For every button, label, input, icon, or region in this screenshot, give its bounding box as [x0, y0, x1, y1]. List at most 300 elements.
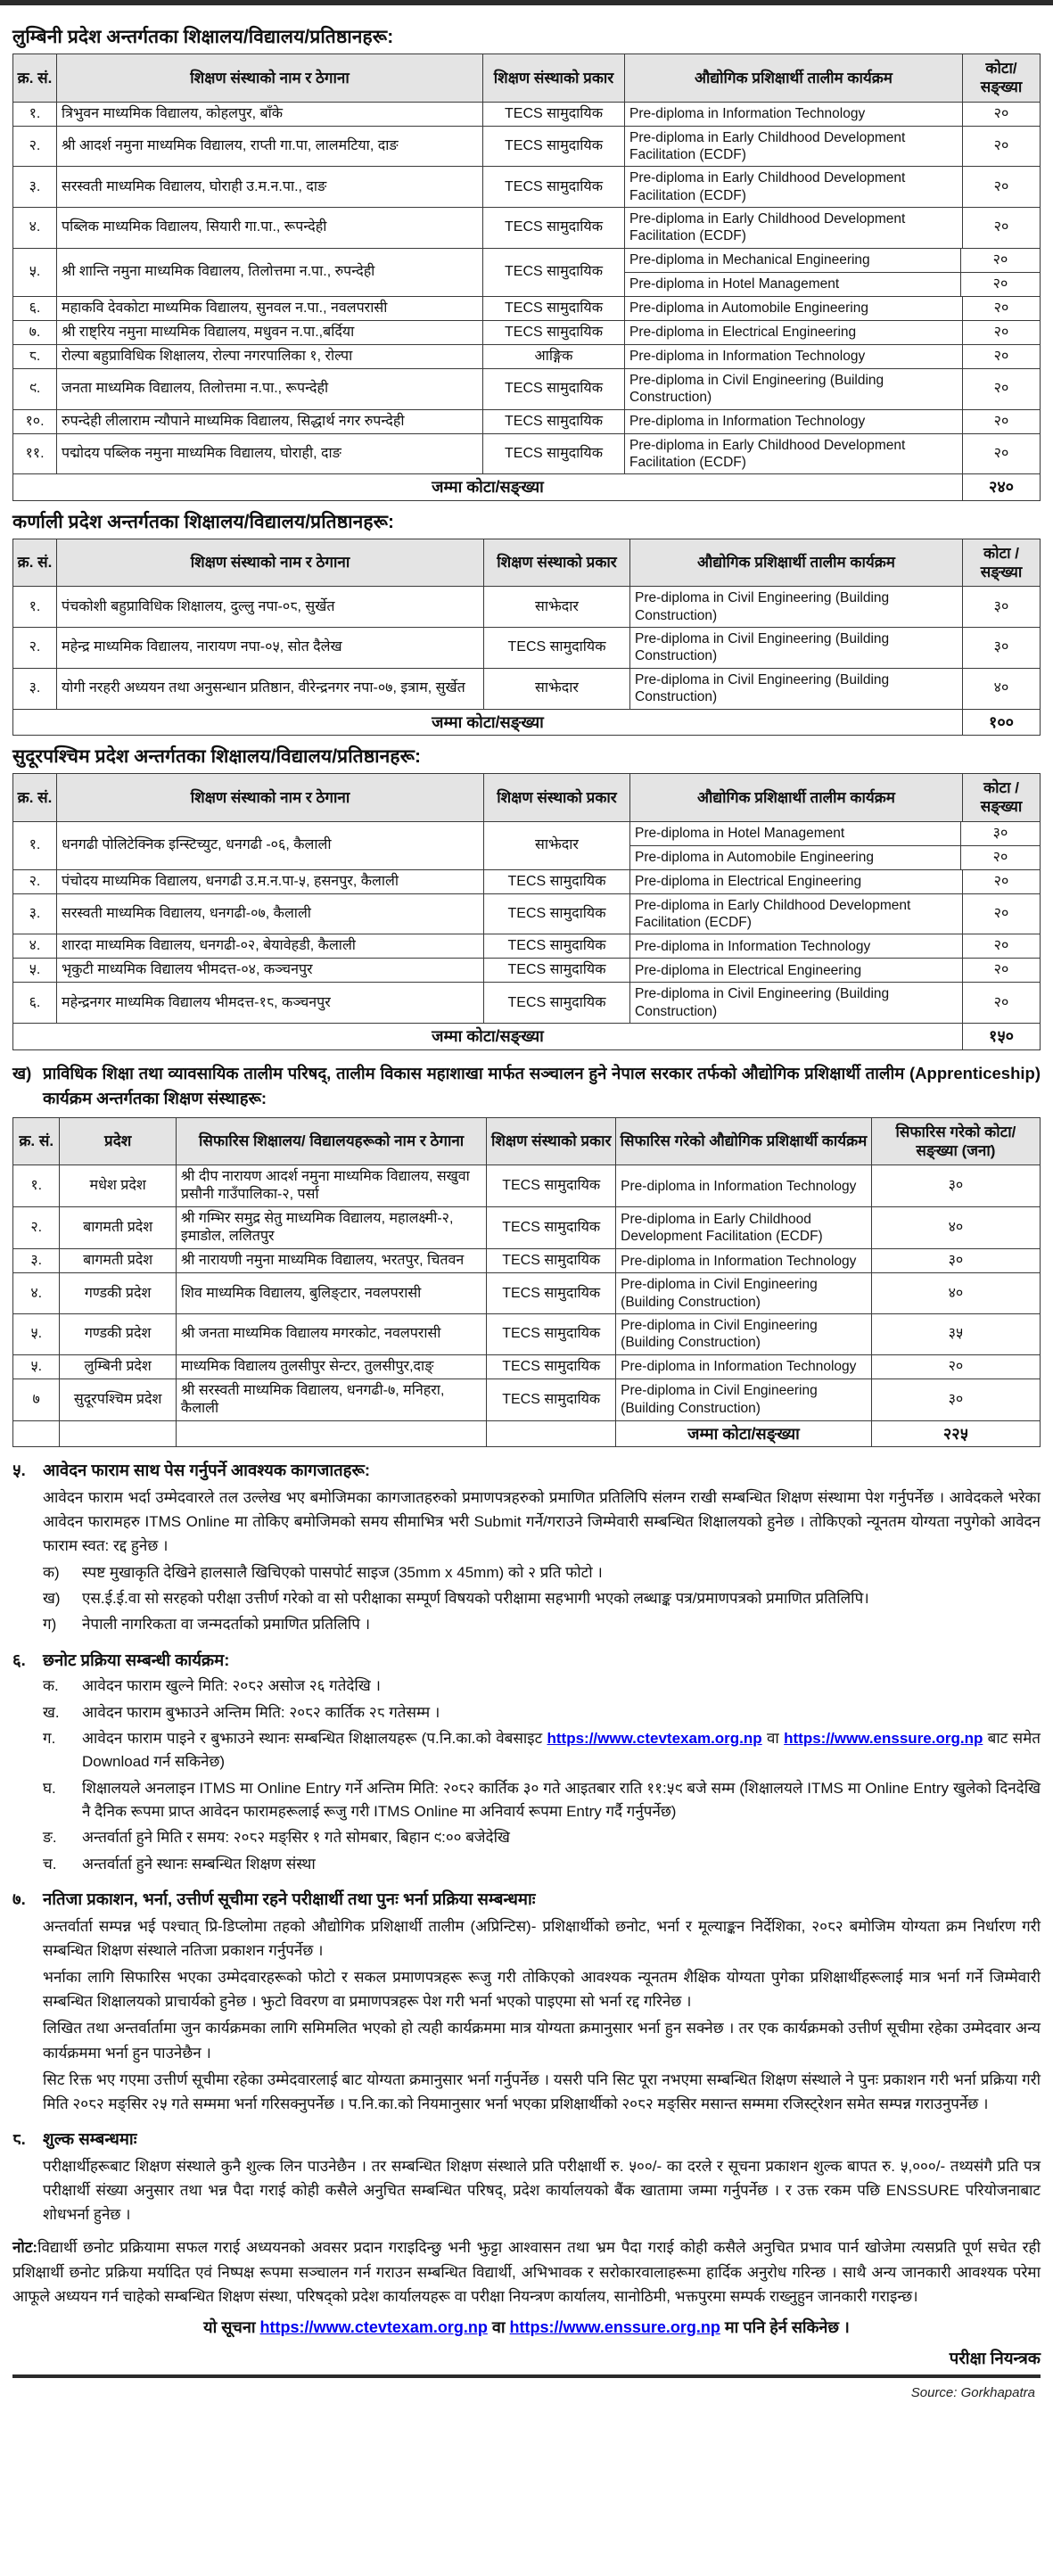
karnali-table — [12, 539, 1041, 736]
top-rule — [0, 0, 1053, 5]
section-6 — [12, 1648, 1041, 1876]
cell-program: Pre-diploma in Civil Engineering (Building Construction) — [630, 587, 963, 628]
cell-institution-type: TECS सामुदायिक — [483, 433, 625, 474]
cell-quota: २० — [963, 344, 1041, 368]
section-5-index: ५. — [12, 1461, 26, 1480]
th-name: शिक्षण संस्थाको नाम र ठेगाना — [57, 774, 484, 822]
cell-program: Pre-diploma in Civil Engineering (Building Construction) — [616, 1314, 872, 1355]
program-subrow — [630, 845, 1040, 869]
cell-quota: २० — [963, 167, 1041, 208]
list-item-label: ङ. — [43, 1829, 57, 1847]
program-subrow — [625, 249, 1040, 273]
section-5-heading — [12, 1458, 1041, 1484]
cell-institution-type: TECS सामुदायिक — [484, 934, 630, 959]
cell-province: गण्डकी प्रदेश — [60, 1314, 177, 1355]
cell-sn: ३. — [13, 1249, 60, 1273]
cell-quota: २० — [963, 893, 1041, 934]
table-row — [13, 296, 1041, 320]
table-header-row — [13, 54, 1041, 103]
cell-institution-type: TECS सामुदायिक — [484, 628, 630, 669]
section-7 — [12, 1887, 1041, 2116]
total-row — [13, 1024, 1041, 1050]
cell-institution-type — [487, 1420, 616, 1447]
cell-sn: १. — [13, 1165, 60, 1207]
th-sn: क्र. सं. — [13, 54, 57, 103]
cell-quota: २० — [963, 934, 1041, 959]
list-item-label: ग) — [43, 1616, 57, 1634]
table-row — [13, 1379, 1041, 1420]
table-row — [13, 821, 1041, 869]
lumbini-table-body — [13, 102, 1041, 500]
cell-sn: २. — [13, 628, 57, 669]
cell-quota: ४० — [871, 1207, 1040, 1249]
list-item-label: ख. — [43, 1703, 60, 1721]
apprenticeship-intro-text: प्राविधिक शिक्षा तथा व्यावसायिक तालीम परिषद्, तालीम विकास महाशाखा मार्फत सञ्चालन हुने नेपाल सरकार तर्फको औद्योगिक प्रशिक्षार्थी तालीम (Apprenticeship) कार्यक्रम अन्तर्गतका शिक्षण संस्थाहरू: — [43, 1063, 1041, 1108]
cell-sn: २. — [13, 1207, 60, 1249]
list-item-label: च. — [43, 1855, 57, 1872]
cell-program: Pre-diploma in Electrical Engineering — [630, 959, 963, 983]
table-row — [13, 1273, 1041, 1314]
section-8-paragraphs — [12, 2154, 1041, 2227]
cell-institution-name: भृकुटी माध्यमिक विद्यालय भीमदत्त-०४, कञ्चनपुर — [57, 959, 484, 983]
cell-sn: ७ — [13, 1379, 60, 1420]
th-program: औद्योगिक प्रशिक्षार्थी तालीम कार्यक्रम — [630, 774, 963, 822]
total-value: १०० — [963, 709, 1041, 736]
cell-sn: ५. — [13, 959, 57, 983]
cell-program: Pre-diploma in Civil Engineering (Building Construction) — [630, 983, 963, 1024]
cell-program: Pre-diploma in Information Technology — [625, 344, 963, 368]
cell-institution-type: TECS सामुदायिक — [483, 368, 625, 409]
cell-institution-name: रुपन्देही लीलाराम न्यौपाने माध्यमिक विद्यालय, सिद्धार्थ नगर रुपन्देही — [57, 409, 483, 433]
ctevtexam-link[interactable]: https://www.ctevtexam.org.np — [547, 1729, 762, 1747]
cell-sn: २. — [13, 126, 57, 167]
section-5 — [12, 1458, 1041, 1636]
cell-institution-type: TECS सामुदायिक — [487, 1314, 616, 1355]
section-7-heading — [12, 1887, 1041, 1913]
table-row — [13, 1249, 1041, 1273]
footer-notice-suffix: मा पनि हेर्न सकिनेछ । — [720, 2318, 850, 2336]
table-row — [13, 893, 1041, 934]
sudurpaschim-section-title: सुदूरपश्चिम प्रदेश अन्तर्गतका शिक्षालय/विद्यालय/प्रतिष्ठानहरू: — [12, 746, 422, 767]
table-row — [13, 368, 1041, 409]
list-item-text: अन्तर्वार्ता हुने स्थानः सम्बन्धित शिक्षण संस्था — [82, 1855, 316, 1872]
cell-program: Pre-diploma in Early Childhood Development Facilitation (ECDF) — [625, 167, 963, 208]
cell-institution-name: श्री राष्ट्रिय नमुना माध्यमिक विद्यालय, मधुवन न.पा.,बर्दिया — [57, 320, 483, 344]
cell-sn: ९. — [13, 368, 57, 409]
th-quota: कोटा / सङ्ख्या — [963, 774, 1041, 822]
cell-program: Pre-diploma in Information Technology — [616, 1165, 872, 1207]
table-row — [13, 1354, 1041, 1379]
th-type: शिक्षण संस्थाको प्रकार — [484, 774, 630, 822]
cell-institution-name: योगी नरहरी अध्ययन तथा अनुसन्धान प्रतिष्ठान, वीरेन्द्रनगर नपा-०७, इत्राम, सुर्खेत — [57, 668, 484, 709]
cell-sn: १. — [13, 821, 57, 869]
cell-sn: १०. — [13, 409, 57, 433]
section-6-heading-text: छनोट प्रक्रिया सम्बन्धी कार्यक्रम: — [43, 1650, 230, 1669]
cell-institution-name: महेन्द्रनगर माध्यमिक विद्यालय भीमदत्त-१८, कञ्चनपुर — [57, 983, 484, 1024]
paragraph: अन्तर्वार्ता सम्पन्न भई पश्चात् प्रि-डिप्लोमा तहको औद्योगिक प्रशिक्षार्थी तालीम (अप्रिन्टिस)- प्रशिक्षार्थीको छनोट, भर्ना र मूल्याङ्कन निर्देशिका, २०८२ बमोजिम योग्यता क्रम निर्धारण गरी सम्बन्धित शिक्षण संस्थाले नतिजा प्रकाशन गर्नुपर्नेछ । — [43, 1917, 1041, 1959]
table-row — [13, 167, 1041, 208]
cell-province: बागमती प्रदेश — [60, 1249, 177, 1273]
cell-sn: १. — [13, 587, 57, 628]
th-quota: कोटा/ सङ्ख्या — [963, 54, 1041, 103]
cell-program: Pre-diploma in Hotel Management — [630, 822, 961, 846]
cell-sn — [13, 1420, 60, 1447]
th-program: औद्योगिक प्रशिक्षार्थी तालीम कार्यक्रम — [630, 539, 963, 587]
karnali-section-title: कर्णाली प्रदेश अन्तर्गतका शिक्षालय/विद्यालय/प्रतिष्ठानहरू: — [12, 511, 395, 532]
section-8-index: ८. — [12, 2129, 26, 2149]
section-7-index: ७. — [12, 1889, 26, 1909]
cell-institution-type: TECS सामुदायिक — [483, 409, 625, 433]
footer-notice-prefix: यो सूचना — [203, 2318, 260, 2336]
cell-quota: ३० — [871, 1165, 1040, 1207]
cell-sn: ५. — [13, 1314, 60, 1355]
cell-sn: २. — [13, 869, 57, 893]
cell-institution-name: श्री गम्भिर समुद्र सेतु माध्यमिक विद्यालय, महालक्ष्मी-२, इमाडोल, ललितपुर — [176, 1207, 486, 1249]
th-type: शिक्षण संस्थाको प्रकार — [483, 54, 625, 103]
section-8-heading — [12, 2127, 1041, 2152]
cell-sn: १. — [13, 102, 57, 126]
cell-institution-name: रोल्पा बहुप्राविधिक शिक्षालय, रोल्पा नगरपालिका १, रोल्पा — [57, 344, 483, 368]
footer-notice-line — [12, 2317, 1041, 2338]
cell-program: Pre-diploma in Civil Engineering (Building Construction) — [616, 1273, 872, 1314]
paragraph: भर्नाका लागि सिफारिस भएका उम्मेदवारहरूको फोटो र सकल प्रमाणपत्रहरू रूजु गरी तोकिएको आवश्यक न्यूनतम शैक्षिक योग्यता पुगेका प्रशिक्षार्थीहरूलाई मात्र भर्ना गर्ने जिम्मेवारी सम्बन्धित शिक्षालयको प्राचार्यको हुनेछ । झुटो विवरण वा प्रमाणपत्रहरू पेश गरी भर्ना भएको पाइएमा सो भर्ना रद्द गरिनेछ । — [43, 1969, 1041, 2011]
section-7-paragraphs — [12, 1914, 1041, 2117]
cell-program: Pre-diploma in Civil Engineering (Building Construction) — [630, 668, 963, 709]
table-row — [13, 628, 1041, 669]
list-item-label: क) — [43, 1563, 60, 1581]
cell-institution-type: TECS सामुदायिक — [487, 1354, 616, 1379]
cell-sn: ४. — [13, 934, 57, 959]
total-row — [13, 1420, 1041, 1447]
table-row — [13, 409, 1041, 433]
list-item-text: आवेदन फाराम पाइने र बुझाउने स्थानः सम्बन्धित शिक्षालयहरू (प.नि.का.को वेबसाइट https://www.ctevtexam.org.np वा https://www.enssure.org.np बाट समेत Download गर्न सकिनेछ) — [82, 1729, 1041, 1771]
cell-sn: ३. — [13, 167, 57, 208]
cell-sn: ७. — [13, 320, 57, 344]
cell-institution-type: साझेदार — [484, 821, 630, 869]
section-6-heading — [12, 1648, 1041, 1674]
enssure-link[interactable]: https://www.enssure.org.np — [784, 1729, 983, 1747]
th-quota: सिफारिस गरेको कोटा/सङ्ख्या (जना) — [871, 1117, 1040, 1165]
cell-quota: २० — [963, 126, 1041, 167]
list-item-text: आवेदन फाराम खुल्ने मिति: २०८२ असोज २६ गतेदेखि । — [82, 1677, 381, 1695]
list-item-label: क. — [43, 1677, 59, 1695]
cell-quota: ४० — [963, 668, 1041, 709]
cell-quota: २० — [963, 320, 1041, 344]
apprenticeship-table — [12, 1117, 1041, 1448]
cell-program: Pre-diploma in Information Technology — [630, 934, 963, 959]
cell-program: Pre-diploma in Early Childhood Development Facilitation (ECDF) — [630, 893, 963, 934]
table-row — [13, 320, 1041, 344]
cell-sn: ४. — [13, 1273, 60, 1314]
cell-sn: ११. — [13, 433, 57, 474]
lumbini-table-head — [13, 54, 1041, 103]
cell-sn: ६. — [13, 296, 57, 320]
list-item — [43, 1826, 1041, 1849]
cell-institution-type: TECS सामुदायिक — [483, 208, 625, 249]
cell-institution-type: TECS सामुदायिक — [483, 126, 625, 167]
table-header-row — [13, 539, 1041, 587]
cell-institution-type: TECS सामुदायिक — [483, 102, 625, 126]
total-label: जम्मा कोटा/सङ्ख्या — [616, 1420, 872, 1447]
cell-institution-type: TECS सामुदायिक — [484, 959, 630, 983]
list-item — [43, 1561, 1041, 1584]
cell-institution-name: शिव माध्यमिक विद्यालय, बुलिङ्टार, नवलपरासी — [176, 1273, 486, 1314]
cell-program-group — [625, 248, 1041, 296]
cell-sn: ३. — [13, 893, 57, 934]
cell-quota: ३० — [963, 587, 1041, 628]
cell-institution-type: TECS सामुदायिक — [487, 1165, 616, 1207]
sudurpaschim-table — [12, 773, 1041, 1050]
cell-program: Pre-diploma in Electrical Engineering — [625, 320, 963, 344]
cell-quota: ३० — [961, 822, 1041, 846]
table-header-row — [13, 1117, 1041, 1165]
cell-sn: ८. — [13, 344, 57, 368]
cell-program: Pre-diploma in Information Technology — [616, 1249, 872, 1273]
cell-quota: २० — [963, 368, 1041, 409]
paragraph: लिखित तथा अन्तर्वार्तामा जुन कार्यक्रमका लागि समिमलित भएको हो त्यही कार्यक्रममा मात्र योग्यता क्रमानुसार भर्ना हुन सक्नेछ । तर एक कार्यक्रमको उत्तीर्ण सूचीमा रहेका उम्मेदवार अन्य कार्यक्रममा भर्ना हुन पाउनेछैन । — [43, 2020, 1041, 2062]
paragraph: सिट रिक्त भए गएमा उत्तीर्ण सूचीमा रहेका उम्मेदवारलाई बाट योग्यता क्रमानुसार भर्ना गर्नुपर्नेछ । यसरी पनि सिट पूरा नभएमा सम्बन्धित शिक्षण संस्थाले ने पुनः प्रकाशन गरी भर्ना प्रक्रिया गरी मिति २०८२ मङ्सिर २५ गते सम्ममा भर्ना गरिसक्नुपर्नेछ । प.नि.का.को नियमानुसार भर्ना भएका प्रशिक्षार्थीको २०८२ मङ्सिर मसान्त सम्ममा रजिस्ट्रेशन समेत सम्पन्न गराउनुपर्नेछ । — [43, 2070, 1041, 2113]
list-item-text: शिक्षालयले अनलाइन ITMS मा Online Entry गर्ने अन्तिम मिति: २०८२ कार्तिक ३० गते आइतबार राति ११:५९ बजे सम्म (शिक्षालयले ITMS मा Online Entry खुलेको दिनदेखि नै दैनिक रूपमा प्राप्त आवेदन फारामहरूलाई रूजु गरी ITMS Online मा अनिवार्य रूपमा Entry गर्दै गर्नुपर्नेछ) — [82, 1779, 1041, 1820]
apprenticeship-table-body — [13, 1165, 1041, 1447]
table-row — [13, 959, 1041, 983]
cell-program: Pre-diploma in Automobile Engineering — [625, 296, 963, 320]
cell-quota: ३० — [871, 1249, 1040, 1273]
table-row — [13, 934, 1041, 959]
cell-institution-type: TECS सामुदायिक — [487, 1249, 616, 1273]
cell-quota: २० — [963, 983, 1041, 1024]
cell-institution-type: TECS सामुदायिक — [484, 893, 630, 934]
cell-program: Pre-diploma in Electrical Engineering — [630, 869, 963, 893]
cell-province: गण्डकी प्रदेश — [60, 1273, 177, 1314]
list-item — [43, 1853, 1041, 1876]
section-6-index: ६. — [12, 1650, 26, 1669]
note-label: नोट: — [12, 2239, 38, 2257]
karnali-table-body — [13, 587, 1041, 736]
cell-quota: २० — [963, 409, 1041, 433]
table-row — [13, 1314, 1041, 1355]
document-page — [0, 11, 1053, 2413]
note-block — [12, 2235, 1041, 2309]
cell-institution-name: शारदा माध्यमिक विद्यालय, धनगढी-०२, बेयावेहडी, कैलाली — [57, 934, 484, 959]
total-row — [13, 474, 1041, 501]
list-item-text: नेपाली नागरिकता वा जन्मदर्ताको प्रमाणित प्रतिलिपि । — [82, 1616, 371, 1634]
cell-institution-name: महाकवि देवकोटा माध्यमिक विद्यालय, सुनवल न.पा., नवलपरासी — [57, 296, 483, 320]
enssure-link[interactable]: https://www.enssure.org.np — [509, 2318, 720, 2336]
cell-institution-name: सरस्वती माध्यमिक विद्यालय, धनगढी-०७, कैलाली — [57, 893, 484, 934]
list-item-text: अन्तर्वार्ता हुने मिति र समय: २०८२ मङ्सिर १ गते सोमबार, बिहान ९:०० बजेदेखि — [82, 1829, 510, 1847]
cell-quota: २० — [963, 208, 1041, 249]
cell-institution-name: त्रिभुवन माध्यमिक विद्यालय, कोहलपुर, बाँके — [57, 102, 483, 126]
list-item-label: ख) — [43, 1589, 61, 1607]
section-7-heading-text: नतिजा प्रकाशन, भर्ना, उत्तीर्ण सूचीमा रहने परीक्षार्थी तथा पुनः भर्ना प्रक्रिया सम्बन्धमाः — [43, 1889, 536, 1909]
table-row — [13, 668, 1041, 709]
cell-institution-type: TECS सामुदायिक — [483, 248, 625, 296]
list-item-text: स्पष्ट मुखाकृति देखिने हालसालै खिचिएको पासपोर्ट साइज (35mm x 45mm) को २ प्रति फोटो । — [82, 1563, 603, 1581]
total-label: जम्मा कोटा/सङ्ख्या — [13, 709, 963, 736]
lumbini-section-title: लुम्बिनी प्रदेश अन्तर्गतका शिक्षालय/विद्यालय/प्रतिष्ठानहरू: — [12, 27, 394, 47]
cell-institution-name: श्री शान्ति नमुना माध्यमिक विद्यालय, तिलोत्तमा न.पा., रुपन्देही — [57, 248, 483, 296]
cell-program: Pre-diploma in Civil Engineering (Building Construction) — [630, 628, 963, 669]
cell-quota: २० — [963, 959, 1041, 983]
cell-institution-name: धनगढी पोलिटेक्निक इन्स्टिच्युट, धनगढी -०६, कैलाली — [57, 821, 484, 869]
cell-sn: ५. — [13, 248, 57, 296]
cell-program: Pre-diploma in Information Technology — [616, 1354, 872, 1379]
cell-institution-name: पंचोदय माध्यमिक विद्यालय, धनगढी उ.म.न.पा-५, हसनपुर, कैलाली — [57, 869, 484, 893]
cell-quota: ४० — [871, 1273, 1040, 1314]
th-name: शिक्षण संस्थाको नाम र ठेगाना — [57, 539, 484, 587]
cell-program-group — [630, 821, 1041, 869]
section-8-heading-text: शुल्क सम्बन्धमाः — [43, 2129, 137, 2149]
table-row — [13, 344, 1041, 368]
sudurpaschim-table-head — [13, 774, 1041, 822]
list-item — [43, 1675, 1041, 1698]
cell-province: बागमती प्रदेश — [60, 1207, 177, 1249]
cell-quota: २० — [963, 433, 1041, 474]
cell-institution-name: श्री आदर्श नमुना माध्यमिक विद्यालय, राप्ती गा.पा, लालमटिया, दाङ — [57, 126, 483, 167]
cell-program: Pre-diploma in Early Childhood Development Facilitation (ECDF) — [625, 126, 963, 167]
cell-sn: ३. — [13, 668, 57, 709]
ctevtexam-link[interactable]: https://www.ctevtexam.org.np — [259, 2318, 488, 2336]
list-item — [43, 1701, 1041, 1724]
sudurpaschim-table-body — [13, 821, 1041, 1049]
list-item-label: घ. — [43, 1779, 56, 1797]
cell-quota: २० — [961, 249, 1041, 273]
total-value: २२५ — [871, 1420, 1040, 1447]
cell-sn: ५. — [13, 1354, 60, 1379]
cell-institution-name: महेन्द्र माध्यमिक विद्यालय, नारायण नपा-०५, सोत दैलेख — [57, 628, 484, 669]
cell-institution-type: TECS सामुदायिक — [483, 296, 625, 320]
cell-sn: ४. — [13, 208, 57, 249]
th-name: शिक्षण संस्थाको नाम र ठेगाना — [57, 54, 483, 103]
list-item — [43, 1587, 1041, 1610]
cell-quota: ३० — [963, 628, 1041, 669]
cell-institution-type: TECS सामुदायिक — [487, 1273, 616, 1314]
cell-quota: २० — [961, 845, 1041, 869]
cell-program: Pre-diploma in Information Technology — [625, 409, 963, 433]
cell-province: सुदूरपश्चिम प्रदेश — [60, 1379, 177, 1420]
note-text: विद्यार्थी छनोट प्रक्रियामा सफल गराई अध्ययनको अवसर प्रदान गराइदिन्छु भनी झुट्टा आश्वासन तथा भ्रम पैदा गराई कोही कसैले अनुचित प्रभाव पार्न खोजेमा त्यसप्रति पूर्ण सचेत रही प्रशिक्षार्थी छनोट प्रक्रिया मर्यादित एवं निष्पक्ष रूपमा सञ्चालन गर्न गराउन सम्बन्धित विद्यार्थी, अभिभावक र सरोकारवालाहरूमा हार्दिक अनुरोध गरिन्छ । साथै अन्य जानकारी आवश्यक परेमा आफूले अध्ययन गर्न चाहेको सम्बन्धित शिक्षण संस्था, परिषद्को प्रदेश कार्यालयहरू वा परीक्षा नियन्त्रण कार्यालय, सानोठिमी, भक्तपुरमा सम्पर्क राख्नुहुन जानकारी गराइन्छ। — [12, 2239, 1041, 2305]
list-item-label: ग. — [43, 1729, 56, 1747]
apprenticeship-intro — [12, 1061, 1041, 1112]
cell-institution-name — [176, 1420, 486, 1447]
cell-institution-name: पब्लिक माध्यमिक विद्यालय, सियारी गा.पा., रूपन्देही — [57, 208, 483, 249]
cell-institution-type: साझेदार — [484, 668, 630, 709]
cell-program: Pre-diploma in Hotel Management — [629, 276, 840, 292]
table-row — [13, 433, 1041, 474]
total-row — [13, 709, 1041, 736]
signature-line: परीक्षा नियन्त्रक — [949, 2349, 1041, 2367]
program-subrow — [630, 822, 1040, 846]
source-credit: Source: Gorkhapatra — [910, 2385, 1035, 2400]
cell-quota: २० — [963, 102, 1041, 126]
th-quota: कोटा / सङ्ख्या — [963, 539, 1041, 587]
cell-institution-name: जनता माध्यमिक विद्यालय, तिलोत्तमा न.पा., रूपन्देही — [57, 368, 483, 409]
cell-institution-name: पद्मोदय पब्लिक नमुना माध्यमिक विद्यालय, घोराही, दाङ — [57, 433, 483, 474]
table-row — [13, 869, 1041, 893]
th-type: शिक्षण संस्थाको प्रकार — [484, 539, 630, 587]
cell-institution-name: श्री सरस्वती माध्यमिक विद्यालय, धनगढी-७, मनिहरा, कैलाली — [176, 1379, 486, 1420]
cell-institution-type: साझेदार — [484, 587, 630, 628]
total-value: २४० — [963, 474, 1041, 501]
table-row — [13, 248, 1041, 296]
cell-province: लुम्बिनी प्रदेश — [60, 1354, 177, 1379]
cell-institution-name: माध्यमिक विद्यालय तुलसीपुर सेन्टर, तुलसीपुर,दाङ् — [176, 1354, 486, 1379]
cell-program: Pre-diploma in Civil Engineering (Building Construction) — [625, 368, 963, 409]
cell-institution-type: TECS सामुदायिक — [483, 167, 625, 208]
cell-province: मधेश प्रदेश — [60, 1165, 177, 1207]
table-row — [13, 1165, 1041, 1207]
cell-quota: २० — [963, 296, 1041, 320]
cell-quota: २० — [963, 869, 1041, 893]
cell-program: Pre-diploma in Early Childhood Development Facilitation (ECDF) — [625, 208, 963, 249]
table-row — [13, 102, 1041, 126]
th-province: प्रदेश — [60, 1117, 177, 1165]
section-8 — [12, 2127, 1041, 2226]
cell-quota: २० — [961, 272, 1041, 296]
th-sn: क्र. सं. — [13, 1117, 60, 1165]
th-program: औद्योगिक प्रशिक्षार्थी तालीम कार्यक्रम — [625, 54, 963, 103]
cell-institution-name: सरस्वती माध्यमिक विद्यालय, घोराही उ.म.न.पा., दाङ — [57, 167, 483, 208]
apprenticeship-intro-head — [12, 1061, 1041, 1112]
cell-quota: २० — [871, 1354, 1040, 1379]
karnali-table-head — [13, 539, 1041, 587]
cell-institution-name: श्री जनता माध्यमिक विद्यालय मगरकोट, नवलपरासी — [176, 1314, 486, 1355]
table-row — [13, 208, 1041, 249]
table-row — [13, 1207, 1041, 1249]
cell-program: Pre-diploma in Mechanical Engineering — [625, 249, 961, 273]
cell-institution-type: TECS सामुदायिक — [483, 320, 625, 344]
cell-province — [60, 1420, 177, 1447]
th-name: सिफारिस शिक्षालय/ विद्यालयहरूको नाम र ठेगाना — [176, 1117, 486, 1165]
list-item — [43, 1727, 1041, 1774]
cell-quota: ३० — [871, 1379, 1040, 1420]
cell-institution-type: TECS सामुदायिक — [487, 1207, 616, 1249]
lumbini-table — [12, 53, 1041, 501]
list-item — [43, 1613, 1041, 1636]
table-row — [13, 126, 1041, 167]
cell-sn: ६. — [13, 983, 57, 1024]
cell-institution-type: TECS सामुदायिक — [484, 983, 630, 1024]
cell-program: Pre-diploma in Automobile Engineering — [635, 849, 874, 865]
table-row — [13, 587, 1041, 628]
cell-institution-type: TECS सामुदायिक — [484, 869, 630, 893]
cell-program: Pre-diploma in Information Technology — [625, 102, 963, 126]
list-item — [43, 1777, 1041, 1824]
cell-institution-type: आङ्गिक — [483, 344, 625, 368]
total-label: जम्मा कोटा/सङ्ख्या — [13, 474, 963, 501]
th-sn: क्र. सं. — [13, 774, 57, 822]
cell-quota: ३५ — [871, 1314, 1040, 1355]
th-type: शिक्षण संस्थाको प्रकार — [487, 1117, 616, 1165]
footer-notice-mid: वा — [487, 2318, 510, 2336]
list-item-text: एस.ई.ई.वा सो सरहको परीक्षा उत्तीर्ण गरेको वा सो परीक्षाका सम्पूर्ण विषयको परीक्षामा सहभागी भएको लब्धाङ्क पत्र/प्रमाणपत्रको प्रमाणित प्रतिलिपि। — [82, 1589, 869, 1607]
cell-institution-name: श्री दीप नारायण आदर्श नमुना माध्यमिक विद्यालय, सखुवा प्रसौनी गाउँपालिका-२, पर्सा — [176, 1165, 486, 1207]
section-5-item-list — [43, 1561, 1041, 1637]
apprenticeship-table-head — [13, 1117, 1041, 1165]
th-sn: क्र. सं. — [13, 539, 57, 587]
paragraph: परीक्षार्थीहरूबाट शिक्षण संस्थाले कुनै शुल्क लिन पाउनेछैन । तर सम्बन्धित शिक्षण संस्थाले प्रति परीक्षार्थी रु. ५००/- का दरले र सूचना प्रकाशन शुल्क बापत रु. ५,०००/- तथ्यसंगै प्रति पत्र परीक्षार्थी संख्या अनुसार तथा भन्न पैदा गराई कोही कसैले अनुचित सम्बन्धित परिषद्, प्रदेश कार्यालयको बैंक खातामा जम्मा गर्नुपर्नेछ । र उक्त रकम पछि ENSSURE परियोजनाबाट शोधभर्ना हुनेछ । — [43, 2157, 1041, 2224]
cell-institution-name: श्री नारायणी नमुना माध्यमिक विद्यालय, भरतपुर, चितवन — [176, 1249, 486, 1273]
section-6-item-list — [43, 1675, 1041, 1876]
section-5-paragraph: आवेदन फाराम भर्दा उम्मेदवारले तल उल्लेख भए बमोजिमका कागजातहरुको प्रमाणपत्रहरुको प्रमाणित प्रतिलिपि संलग्न राखी सम्बन्धित शिक्षण संस्थामा पेश गर्नुपर्नेछ । आवेदकले भरेका आवेदन फारामहरु ITMS Online मा तोकिए बमोजिमको समय सीमाभित्र भरी Submit गर्ने/गराउने जिम्मेवारी सम्बन्धित शिक्षालयको हुनेछ । तोकिएको न्यूनतम योग्यता नपुगेको आवेदन फाराम स्वत: रद्द हुनेछ । — [43, 1489, 1041, 1555]
apprenticeship-intro-label: ख) — [12, 1063, 32, 1082]
cell-program: Pre-diploma in Early Childhood Development Facilitation (ECDF) — [616, 1207, 872, 1249]
cell-program: Pre-diploma in Civil Engineering (Building Construction) — [616, 1379, 872, 1420]
cell-institution-type: TECS सामुदायिक — [487, 1379, 616, 1420]
table-header-row — [13, 774, 1041, 822]
th-program: सिफारिस गरेको औद्योगिक प्रशिक्षार्थी कार्यक्रम — [616, 1117, 872, 1165]
total-value: १५० — [963, 1024, 1041, 1050]
